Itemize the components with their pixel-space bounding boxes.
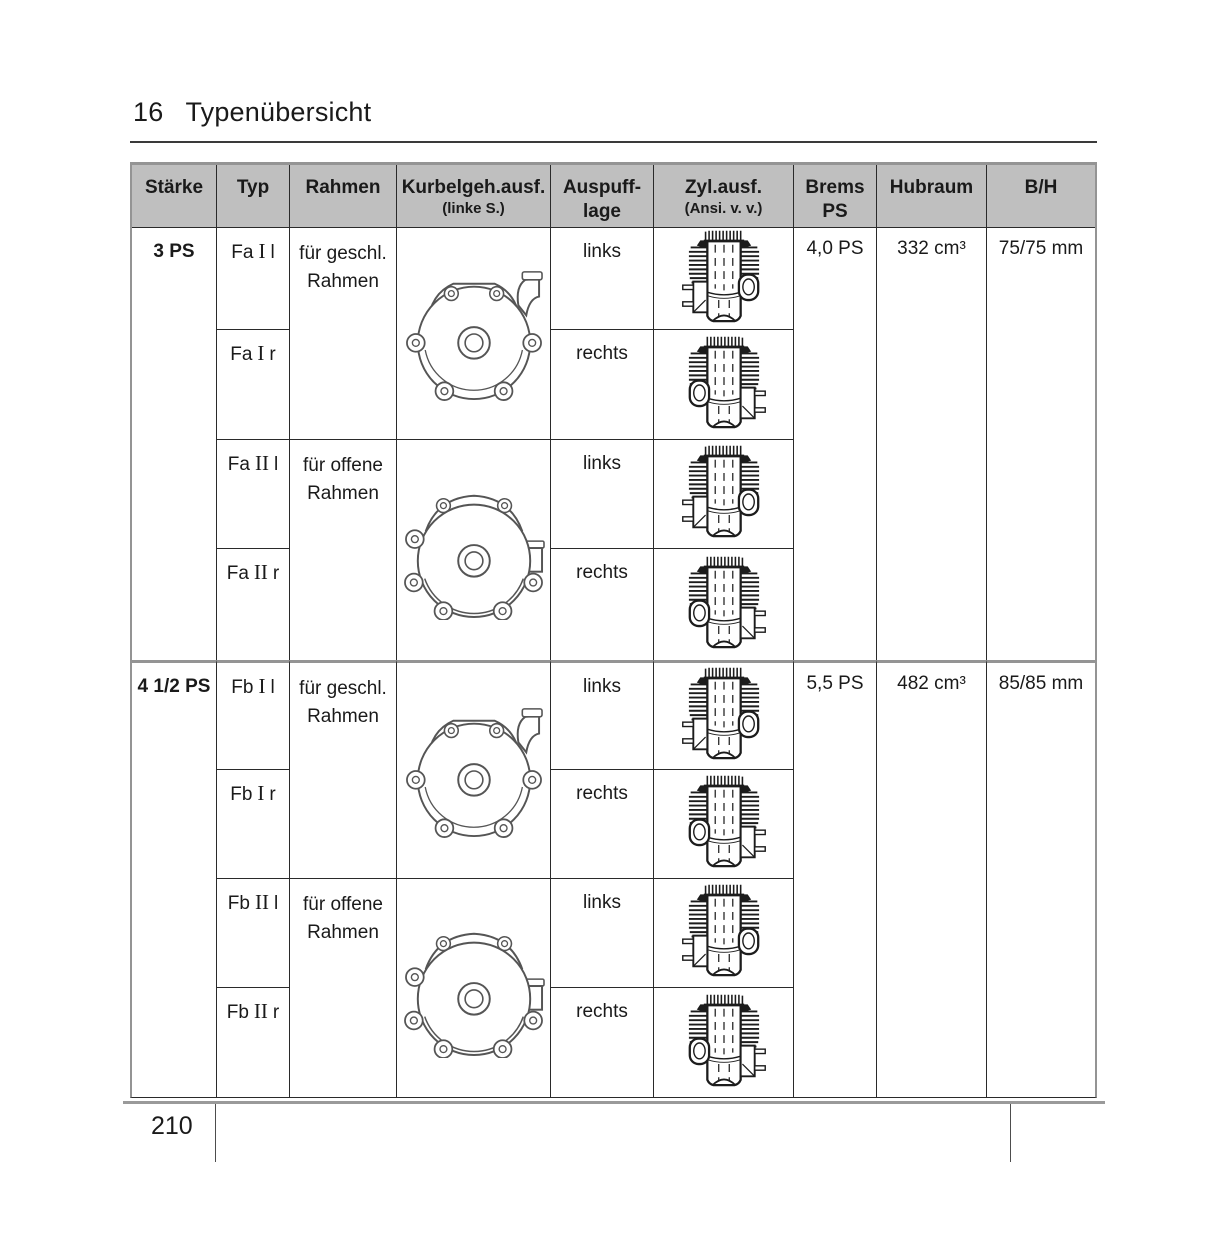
hubraum-value-1: 332 cm³ bbox=[877, 228, 987, 660]
zylinder-cell bbox=[654, 330, 794, 440]
header-zylausf: Zyl.ausf. (Ansi. v. v.) bbox=[654, 165, 794, 228]
bh-value-1: 75/75 mm bbox=[998, 238, 1084, 259]
auspuff-cell: rechts bbox=[551, 330, 654, 440]
cylinder-exhaust-right-illustration bbox=[680, 555, 768, 655]
hubraum-value-2: 482 cm³ bbox=[877, 660, 987, 1097]
auspuff-cell: links bbox=[551, 228, 654, 330]
typ-cell-fb1l: Fb I l bbox=[217, 660, 290, 770]
zylinder-cell bbox=[654, 549, 794, 660]
header-bh: B/H bbox=[987, 165, 1095, 228]
header-hubraum: Hubraum bbox=[877, 165, 987, 228]
zylinder-cell bbox=[654, 770, 794, 879]
header-kurbelgeh: Kurbelgeh.ausf. (linke S.) bbox=[397, 165, 551, 228]
cylinder-exhaust-right-illustration bbox=[680, 774, 768, 874]
crankcase-open-frame-illustration bbox=[400, 480, 548, 620]
chapter-number: 16 bbox=[133, 97, 164, 127]
typ-cell-fa1l: Fa I l bbox=[217, 228, 290, 330]
auspuff-cell: links bbox=[551, 660, 654, 770]
auspuff-cell: rechts bbox=[551, 549, 654, 660]
typ-cell-fb2l: Fb II l bbox=[217, 879, 290, 988]
crankcase-closed-frame-illustration bbox=[400, 701, 548, 841]
auspuff-cell: links bbox=[551, 440, 654, 549]
zylinder-cell bbox=[654, 660, 794, 770]
kurbelgehaeuse-cell-2 bbox=[397, 440, 551, 660]
crankcase-closed-frame-illustration bbox=[400, 264, 548, 404]
header-rahmen: Rahmen bbox=[290, 165, 397, 228]
staerke-value-4-5ps: 4 1/2 PS bbox=[132, 660, 217, 1097]
cylinder-exhaust-right-illustration bbox=[680, 335, 768, 435]
cylinder-exhaust-left-illustration bbox=[680, 883, 768, 983]
kurbelgehaeuse-cell-3 bbox=[397, 660, 551, 879]
typ-cell-fb1r: Fb I r bbox=[217, 770, 290, 879]
header-auspufflage: Auspuff- lage bbox=[551, 165, 654, 228]
cylinder-exhaust-left-illustration bbox=[680, 666, 768, 766]
header-staerke: Stärke bbox=[132, 165, 217, 228]
rahmen-cell-offene-1: für offene Rahmen bbox=[290, 440, 397, 660]
auspuff-cell: links bbox=[551, 879, 654, 988]
brems-ps-value-2: 5,5 PS bbox=[794, 660, 877, 1097]
header-brems-ps: Brems PS bbox=[794, 165, 877, 228]
kurbelgehaeuse-cell-4 bbox=[397, 879, 551, 1097]
bh-value-2: 85/85 mm bbox=[987, 660, 1095, 1097]
type-overview-table bbox=[130, 162, 1097, 1098]
rahmen-cell-offene-2: für offene Rahmen bbox=[290, 879, 397, 1097]
page-title bbox=[133, 97, 371, 128]
crankcase-open-frame-illustration bbox=[400, 918, 548, 1058]
footer-divider-right bbox=[1010, 1104, 1011, 1162]
typ-cell-fa2l: Fa II l bbox=[217, 440, 290, 549]
rahmen-cell-geschl-1: für geschl. Rahmen bbox=[290, 228, 397, 440]
cylinder-exhaust-left-illustration bbox=[680, 229, 768, 329]
zylinder-cell bbox=[654, 440, 794, 549]
footer-divider-left bbox=[215, 1104, 216, 1162]
cylinder-exhaust-left-illustration bbox=[680, 444, 768, 544]
staerke-value-3ps: 3 PS bbox=[132, 228, 217, 660]
typ-cell-fa2r: Fa II r bbox=[217, 549, 290, 660]
rahmen-cell-geschl-2: für geschl. Rahmen bbox=[290, 660, 397, 879]
typ-cell-fb2r: Fb II r bbox=[217, 988, 290, 1097]
typ-cell-fa1r: Fa I r bbox=[217, 330, 290, 440]
brems-ps-value-1: 4,0 PS bbox=[794, 228, 877, 660]
cylinder-exhaust-right-illustration bbox=[680, 993, 768, 1093]
page-number: 210 bbox=[151, 1112, 193, 1140]
auspuff-cell: rechts bbox=[551, 770, 654, 879]
chapter-title: Typenübersicht bbox=[185, 97, 372, 127]
footer-rule bbox=[123, 1101, 1105, 1104]
zylinder-cell bbox=[654, 988, 794, 1097]
kurbelgehaeuse-cell-1 bbox=[397, 228, 551, 440]
title-rule bbox=[130, 141, 1097, 143]
auspuff-cell: rechts bbox=[551, 988, 654, 1097]
zylinder-cell bbox=[654, 228, 794, 330]
header-typ: Typ bbox=[217, 165, 290, 228]
zylinder-cell bbox=[654, 879, 794, 988]
